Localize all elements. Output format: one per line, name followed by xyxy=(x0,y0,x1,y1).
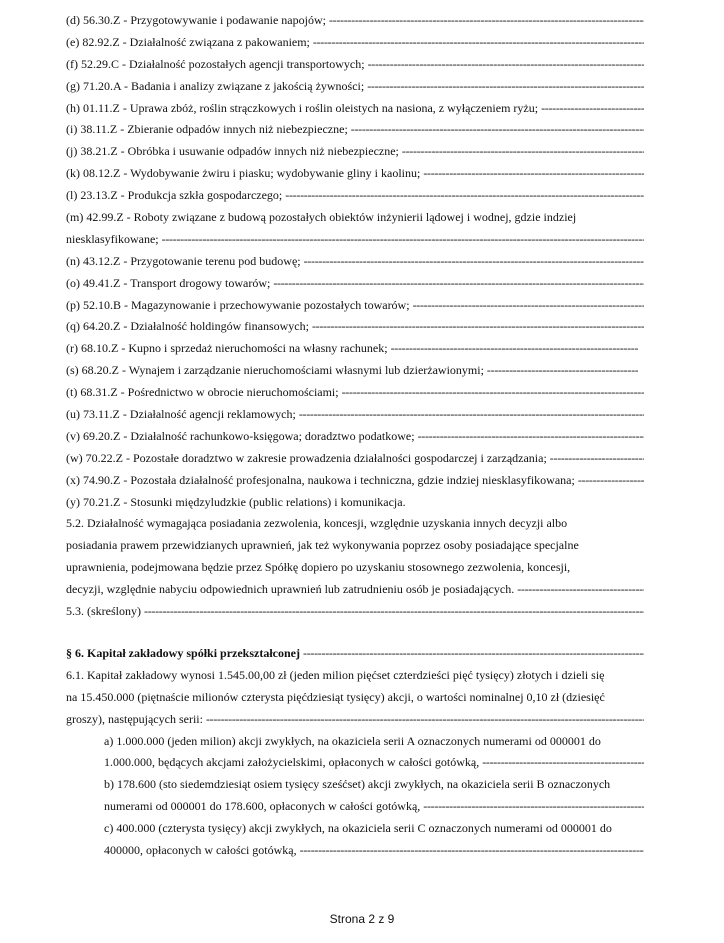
series-a-line2: 1.000.000, będących akcjami założycielskimi, opłaconych w całości gotówką, ----- xyxy=(66,752,644,774)
list-item: (o) 49.41.Z - Transport drogowy towarów; ----- xyxy=(66,273,644,295)
list-item-m-line2: niesklasyfikowane; ----- xyxy=(66,229,644,251)
list-item: (j) 38.21.Z - Obróbka i usuwanie odpadów innych niż niebezpieczne; ----- xyxy=(66,141,644,163)
list-item: (e) 82.92.Z - Działalność związana z pakowaniem; ----- xyxy=(66,32,644,54)
paragraph-6-1-line: na 15.450.000 (piętnaście milionów czterysta pięćdziesiąt tysięcy) akcji, o wartości nominalnej 0,10 zł (dziesięć xyxy=(66,689,605,704)
list-item: (q) 64.20.Z - Działalność holdingów finansowych; ----- xyxy=(66,316,644,338)
list-item: (u) 73.11.Z - Działalność agencji reklamowych; ----- xyxy=(66,404,644,426)
paragraph-5-3: 5.3. (skreślony) ----- xyxy=(66,601,644,623)
list-item: (g) 71.20.A - Badania i analizy związane z jakością żywności; ----- xyxy=(66,76,644,98)
paragraph-6-1-line: groszy), następujących serii: ----- xyxy=(66,709,644,731)
series-a-line1: a) 1.000.000 (jeden milion) akcji zwykłych, na okaziciela serii A oznaczonych numerami od 000001 do xyxy=(104,733,601,748)
list-item-y: (y) 70.21.Z - Stosunki międzyludzkie (public relations) i komunikacja. xyxy=(66,494,406,509)
list-item: (k) 08.12.Z - Wydobywanie żwiru i piasku; wydobywanie gliny i kaolinu; ----- xyxy=(66,163,644,185)
series-c-line2: 400000, opłaconych w całości gotówką, ----- xyxy=(66,840,644,862)
list-item: (d) 56.30.Z - Przygotowywanie i podawanie napojów; ----- xyxy=(66,10,644,32)
paragraph-6-1-line: 6.1. Kapitał zakładowy wynosi 1.545.00,00 zł (jeden milion pięćset czterdzieści pięć tysięcy) złotych i dzieli się xyxy=(66,667,605,682)
list-item: (v) 69.20.Z - Działalność rachunkowo-księgowa; doradztwo podatkowe; ----- xyxy=(66,426,644,448)
list-item: (n) 43.12.Z - Przygotowanie terenu pod budowę; ----- xyxy=(66,251,644,273)
paragraph-5-2-line: uprawnienia, podejmowana będzie przez Spółkę dopiero po uzyskaniu stosownego zezwolenia, koncesji, xyxy=(66,560,571,575)
list-item: (p) 52.10.B - Magazynowanie i przechowywanie pozostałych towarów; ----- xyxy=(66,295,644,317)
list-item: (i) 38.11.Z - Zbieranie odpadów innych niż niebezpieczne; ----- xyxy=(66,119,644,141)
list-item: (w) 70.22.Z - Pozostałe doradztwo w zakresie prowadzenia działalności gospodarczej i zarządzania; ----- xyxy=(66,448,644,470)
paragraph-5-2-line: posiadania prawem przewidzianych uprawnień, jak też wykonywania poprzez osoby posiadające specjalne xyxy=(66,538,579,553)
page-number: Strona 2 z 9 xyxy=(329,912,395,926)
list-item: (f) 52.29.C - Działalność pozostałych agencji transportowych; ----- xyxy=(66,54,644,76)
series-b-line1: b) 178.600 (sto siedemdziesiąt osiem tysięcy sześćset) akcji zwykłych, na okaziciela serii B oznaczonych xyxy=(104,777,611,792)
list-item: (h) 01.11.Z - Uprawa zbóż, roślin strączkowych i roślin oleistych na nasiona, z wyłączeniem ryżu; ----- xyxy=(66,98,644,120)
paragraph-5-2-line: 5.2. Działalność wymagająca posiadania zezwolenia, koncesji, względnie uzyskania innych decyzji albo xyxy=(66,516,568,531)
list-item-m-line1: (m) 42.99.Z - Roboty związane z budową pozostałych obiektów inżynierii lądowej i wodnej, gdzie indziej xyxy=(66,210,577,225)
list-item: (r) 68.10.Z - Kupno i sprzedaż nieruchomości na własny rachunek; ----- xyxy=(66,338,638,360)
list-item: (x) 74.90.Z - Pozostała działalność profesjonalna, naukowa i techniczna, gdzie indziej niesklasyfikowana; ----- xyxy=(66,470,644,492)
document-body xyxy=(66,10,644,862)
list-item: (t) 68.31.Z - Pośrednictwo w obrocie nieruchomościami; ----- xyxy=(66,382,644,404)
series-b-line2: numerami od 000001 do 178.600, opłaconych w całości gotówką, ----- xyxy=(66,796,644,818)
list-item: (s) 68.20.Z - Wynajem i zarządzanie nieruchomościami własnymi lub dzierżawionymi; ----- xyxy=(66,360,638,382)
series-c-line1: c) 400.000 (czterysta tysięcy) akcji zwykłych, na okaziciela serii C oznaczonych numerami od 000001 do xyxy=(104,821,612,836)
section-6-heading: § 6. Kapitał zakładowy spółki przekształconej ----- xyxy=(66,643,644,665)
list-item: (l) 23.13.Z - Produkcja szkła gospodarczego; ----- xyxy=(66,185,644,207)
paragraph-5-2-line: decyzji, względnie nabyciu odpowiednich uprawnień lub zatrudnieniu osób je posiadających. ----- xyxy=(66,579,644,601)
